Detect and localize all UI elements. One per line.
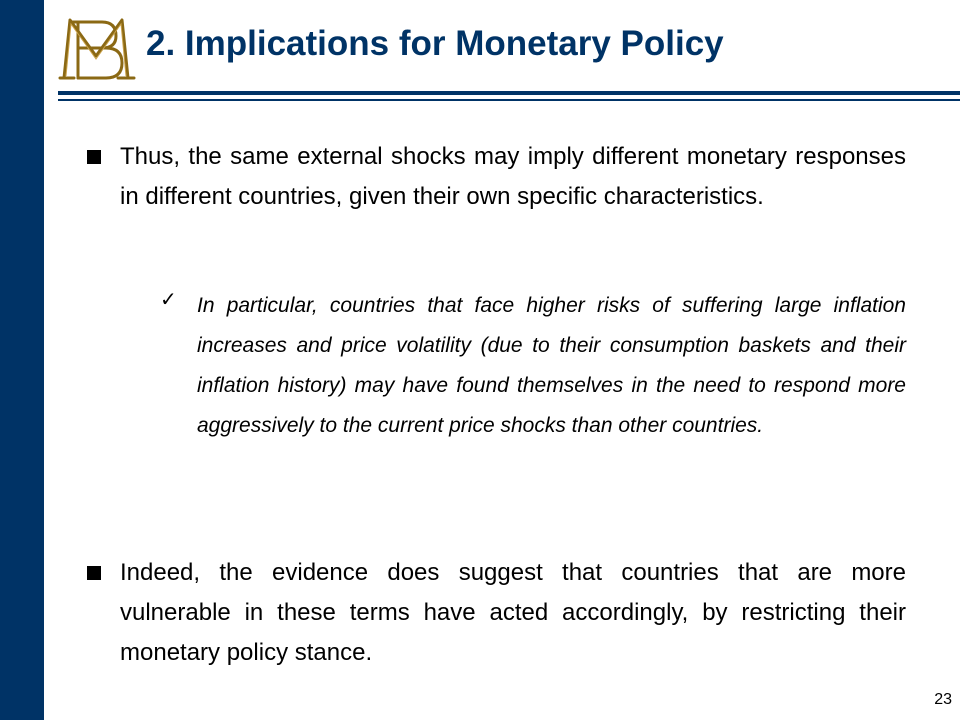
square-bullet-icon bbox=[87, 150, 101, 164]
square-bullet-icon bbox=[87, 566, 101, 580]
sub-bullet-text: In particular, countries that face higher risks of suffering large inflation increases and price volatility (due to their consumption baskets and their inflation history) may have found themselves in the need to respond more aggressively to the current price shocks than other countries. bbox=[197, 294, 906, 437]
page-title: 2. Implications for Monetary Policy bbox=[146, 24, 724, 63]
title-divider-thick bbox=[58, 91, 960, 95]
bullet-text: Thus, the same external shocks may imply different monetary responses in different countries, given their own specific characteristics. bbox=[120, 143, 906, 210]
page-number: 23 bbox=[934, 691, 952, 708]
checkmark-icon: ✓ bbox=[160, 287, 177, 311]
left-accent-bar bbox=[0, 0, 44, 720]
title-divider-thin bbox=[58, 99, 960, 101]
banco-mexico-monogram-icon bbox=[56, 12, 138, 86]
bullet-text: Indeed, the evidence does suggest that countries that are more vulnerable in these terms have acted accordingly, by restricting their monetary policy stance. bbox=[120, 559, 906, 666]
